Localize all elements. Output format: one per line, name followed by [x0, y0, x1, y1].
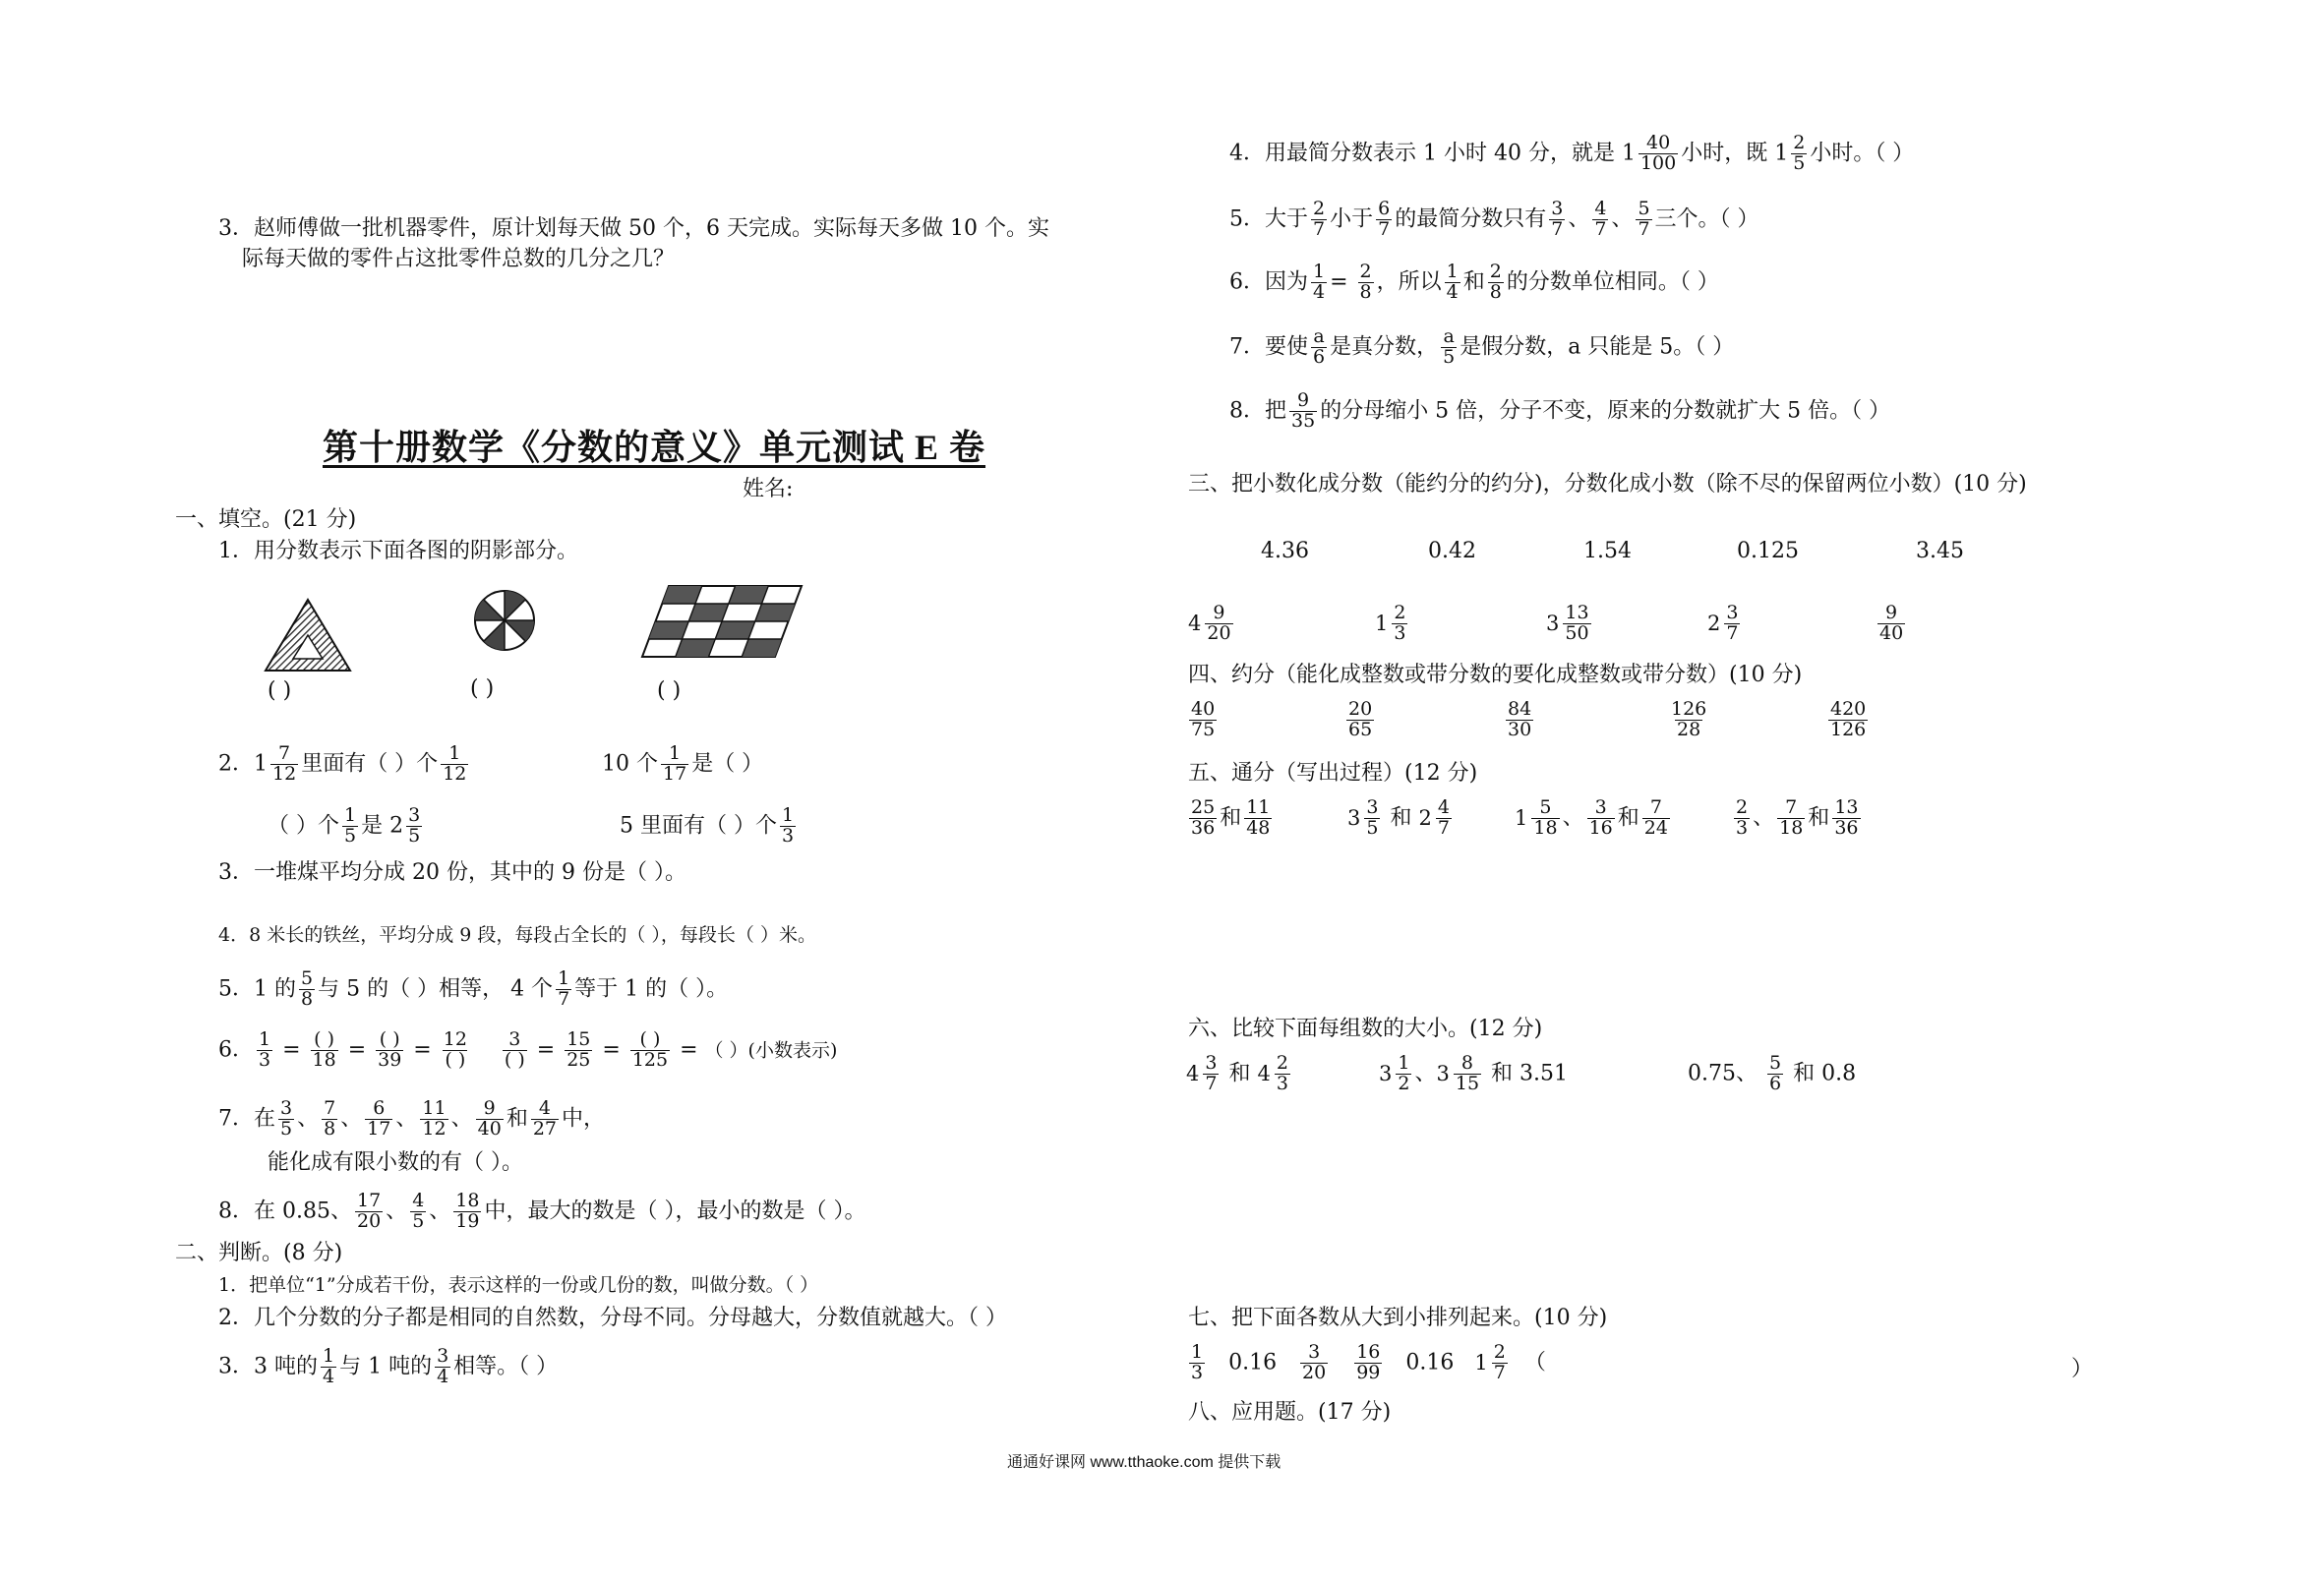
s7-numbers: $\frac{1}{3}$ 0.16 $\frac{3}{20}$ $\frac{16}{99}$ 0.16 1 2 7 （: [1191, 1341, 1546, 1383]
section-6-heading: 六、比较下面每组数的大小。(12 分): [1188, 1017, 1543, 1041]
s5-group-3: 1 5 18 、 $\frac{3}{16}$ 和 $\frac{7}{24}$: [1515, 796, 1668, 839]
section-3-heading: 三、把小数化成分数（能约分的约分)，分数化成小数（除不尽的保留两位小数）(10 分): [1188, 472, 2027, 497]
word-problem-3-line1: 3．赵师傅做一批机器零件，原计划每天做 50 个，6 天完成。实际每天多做 10 个。实: [218, 216, 1049, 241]
s1-q7b: 能化成有限小数的有（ ）。: [268, 1150, 523, 1175]
s2-q8: 8．把 $\frac{9}{35}$ 的分母缩小 5 倍，分子不变，原来的分数就扩大 5 倍。（ ）: [1229, 389, 1891, 432]
triangle-figure: [264, 598, 352, 673]
s2-q3: 3．3 吨的 $\frac{1}{4}$ 与 1 吨的 $\frac{3}{4}$ 相等。（ ）: [218, 1345, 559, 1387]
s4-fraction-3: $\frac{84}{30}$: [1508, 698, 1532, 740]
s6-group-3: 0.75、 $\frac{5}{6}$ 和 0.8: [1688, 1052, 1857, 1094]
s1-q2c: （ ）个 $\frac{1}{5}$ 是 2 $\frac{3}{5}$: [268, 804, 421, 847]
s6-group-1: 4 3 7 和 4 2 3: [1186, 1052, 1288, 1094]
answer-paren-fig1[interactable]: ( ): [268, 678, 292, 703]
s2-q7: 7．要使 $\frac{a}{6}$ 是真分数， $\frac{a}{5}$ 是假分数，a 只能是 5。（ ）: [1229, 325, 1735, 368]
s6-group-2: 3 1 2 、 3 8 15 和 3.51: [1379, 1052, 1569, 1094]
s2-q1: 1．把单位“1”分成若干份，表示这样的一份或几份的数，叫做分数。（ ）: [218, 1274, 819, 1296]
s1-q6: 6． $\frac{1}{3}$ = ( ) 18 = ( ) 39 = 12 ( ) 3 ( ) = $\frac{15}{25}$ = ( ) 125 = （ ）(小数表示): [218, 1028, 838, 1071]
s1-q8: 8．在 0.85、 $\frac{17}{20}$ 、 $\frac{4}{5}$ 、 $\frac{18}{19}$ 中，最大的数是（ ），最小的数是（ ）。: [218, 1190, 866, 1232]
section-8-heading: 八、应用题。(17 分): [1188, 1400, 1392, 1425]
s3-fraction-2: 1 2 3: [1375, 602, 1406, 644]
s1-q5: 5．1 的 $\frac{5}{8}$ 与 5 的（ ）相等， 4 个 $\frac{1}{7}$ 等于 1 的（ ）。: [218, 967, 729, 1010]
s5-group-2: 3 3 5 和 2 4 7: [1347, 796, 1450, 839]
section-2-heading: 二、判断。(8 分): [175, 1241, 343, 1265]
s1-q4: 4．8 米长的铁丝，平均分成 9 段，每段占全长的（ ），每段长（ ）米。: [218, 924, 816, 946]
s2-q6: 6．因为 $\frac{1}{4}$ = $\frac{2}{8}$ ，所以 $\frac{1}{4}$ 和 $\frac{2}{8}$ 的分数单位相同。（ ）: [1229, 261, 1719, 303]
section-7-heading: 七、把下面各数从大到小排列起来。(10 分): [1188, 1306, 1608, 1330]
s4-fraction-1: $\frac{40}{75}$: [1191, 698, 1216, 740]
section-1-heading: 一、填空。(21 分): [175, 507, 357, 532]
decimal-5: 3.45: [1916, 539, 1964, 563]
s3-fraction-4: 2 3 7: [1707, 602, 1739, 644]
s1-q7: 7．在 $\frac{3}{5}$ 、 $\frac{7}{8}$ 、 $\frac{6}{17}$ 、 $\frac{11}{12}$ 、 $\frac{9}{40}$ 和 $\frac{4}{27}$ 中，: [218, 1097, 606, 1140]
s7-answer-close-paren[interactable]: ）: [2071, 1357, 2094, 1381]
s1-q2d: 5 里面有（ ）个 $\frac{1}{3}$: [620, 804, 795, 847]
decimal-4: 0.125: [1737, 539, 1799, 563]
s1-q3: 3．一堆煤平均分成 20 份，其中的 9 份是（ ）。: [218, 860, 686, 885]
word-problem-3-line2: 际每天做的零件占这批零件总数的几分之几？: [242, 247, 676, 271]
s1-q2a: 2．1 $\frac{7}{12}$ 里面有（ ）个 $\frac{1}{12}$: [218, 742, 467, 785]
s5-group-4: $\frac{2}{3}$ 、 $\frac{7}{18}$ 和 $\frac{13}{36}$: [1736, 796, 1859, 839]
s4-fraction-4: $\frac{126}{28}$: [1671, 698, 1707, 740]
parallelogram-figure: [639, 583, 806, 662]
footer-credit: 通通好课网 www.tthaoke.com 提供下载: [1007, 1454, 1281, 1471]
decimal-1: 4.36: [1261, 539, 1309, 563]
s2-q4: 4．用最简分数表示 1 小时 40 分，就是 1 $\frac{40}{100}$ 小时，既 1 $\frac{2}{5}$ 小时。（ ）: [1229, 132, 1915, 174]
section-5-heading: 五、通分（写出过程）(12 分): [1188, 761, 1478, 786]
s1-q2b: 10 个 $\frac{1}{17}$ 是（ ）: [602, 742, 764, 785]
page-title: 第十册数学《分数的意义》单元测试 E 卷: [323, 428, 986, 467]
s3-fraction-5: $\frac{9}{40}$: [1879, 602, 1904, 644]
s4-fraction-5: $\frac{420}{126}$: [1830, 698, 1867, 740]
decimal-2: 0.42: [1428, 539, 1476, 563]
s5-group-1: $\frac{25}{36}$ 和 $\frac{11}{48}$: [1191, 796, 1271, 839]
s2-q2: 2．几个分数的分子都是相同的自然数，分母不同。分母越大，分数值就越大。（ ）: [218, 1306, 1007, 1330]
s4-fraction-2: $\frac{20}{65}$: [1348, 698, 1373, 740]
s3-fraction-3: 3 13 50: [1546, 602, 1589, 644]
decimal-3: 1.54: [1583, 539, 1632, 563]
answer-paren-fig3[interactable]: ( ): [657, 678, 682, 703]
s3-fraction-1: 4 9 20: [1188, 602, 1231, 644]
answer-paren-fig2[interactable]: ( ): [470, 676, 495, 701]
s2-q5: 5．大于 $\frac{2}{7}$ 小于 $\frac{6}{7}$ 的最简分数只有 $\frac{3}{7}$ 、 $\frac{4}{7}$ 、 $\frac{5}{7}$ 三个。（ ）: [1229, 198, 1759, 240]
section-4-heading: 四、约分（能化成整数或带分数的要化成整数或带分数）(10 分): [1188, 663, 1803, 687]
circle-figure: [472, 588, 537, 653]
s1-q1: 1．用分数表示下面各图的阴影部分。: [218, 539, 578, 563]
name-label: 姓名:: [743, 477, 794, 501]
